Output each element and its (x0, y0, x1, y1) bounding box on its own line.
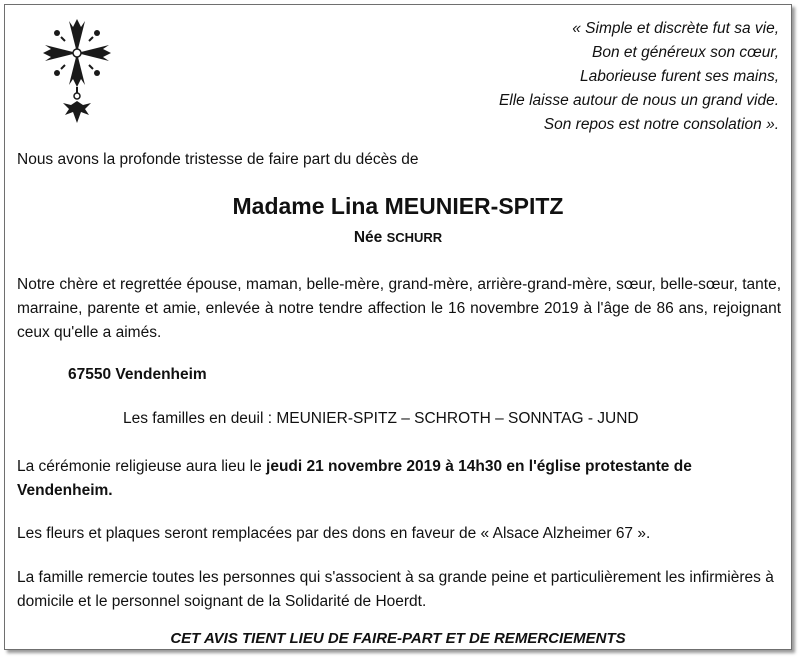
maiden-name: SCHURR (386, 230, 443, 245)
huguenot-cross-icon (33, 15, 121, 127)
nee-prefix: Née (353, 229, 383, 246)
poem-line: Elle laisse autour de nous un grand vide. (498, 92, 779, 109)
poem-line: « Simple et discrète fut sa vie, (572, 20, 779, 37)
intro-text: Nous avons la profonde tristesse de faire part du décès de (17, 151, 419, 168)
poem-line: Bon et généreux son cœur, (592, 44, 779, 61)
flowers-paragraph: Les fleurs et plaques seront remplacées par des dons en faveur de « Alsace Alzheimer 67 ». (17, 525, 651, 542)
footer-notice: CET AVIS TIENT LIEU DE FAIRE-PART ET DE REMERCIEMENTS (170, 630, 626, 647)
families-line: Les familles en deuil : MEUNIER-SPITZ – SCHROTH – SONNTAG - JUND (123, 410, 639, 427)
ceremony-prefix: La cérémonie religieuse aura lieu le (17, 458, 262, 475)
tribute-paragraph: Notre chère et regrettée épouse, maman, belle-mère, grand-mère, arrière-grand-mère, sœur, belle-sœur, tante, marraine, parente et amie, enlevée à notre tendre affection le 16 novembre 2019 à l'âge de 86 ans, rejoignant ceux qu'elle a aimés. (17, 276, 781, 341)
thanks-paragraph: La famille remercie toutes les personnes qui s'associent à sa grande peine et particulièrement les infirmières à domicile et le personnel soignant de la Solidarité de Hoerdt. (17, 569, 774, 610)
maiden-name-line (5, 229, 791, 247)
epitaph-poem (499, 17, 779, 137)
poem-line: Laborieuse furent ses mains, (579, 68, 779, 85)
notice-frame (4, 4, 792, 650)
ceremony-paragraph (17, 455, 781, 503)
poem-line: Son repos est notre consolation ». (543, 116, 779, 133)
deceased-name: Madame Lina MEUNIER-SPITZ (232, 193, 564, 219)
city-line: 67550 Vendenheim (68, 366, 207, 383)
ceremony-details: jeudi 21 novembre 2019 à 14h30 en l'église protestante de Vendenheim. (17, 458, 692, 499)
